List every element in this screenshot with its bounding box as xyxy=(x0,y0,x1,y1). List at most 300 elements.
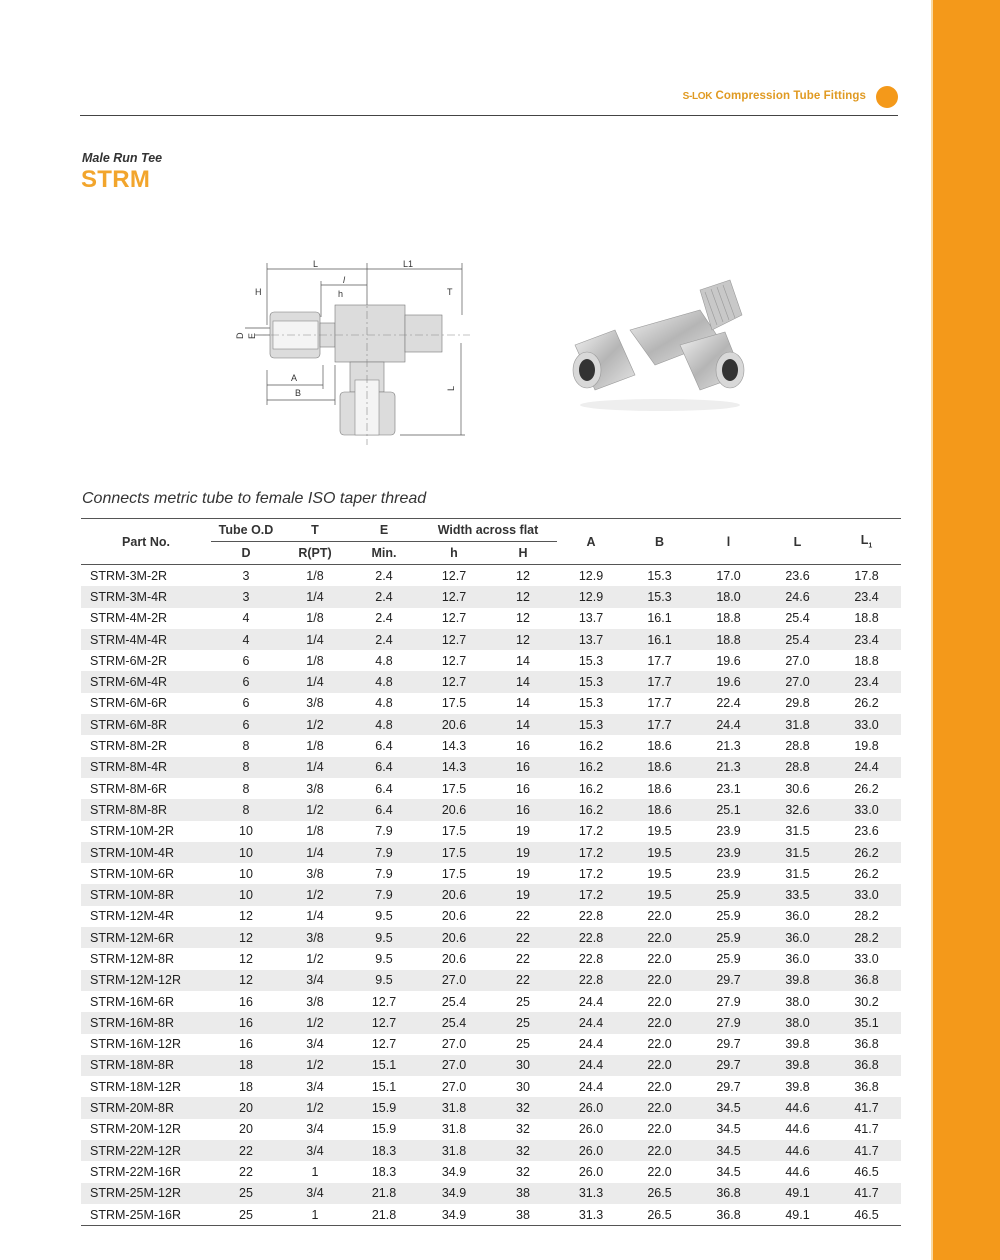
table-row xyxy=(81,1034,901,1055)
cell-dim-l-small: 25.9 xyxy=(694,927,763,948)
label-h: h xyxy=(338,289,344,299)
col-header-t: T xyxy=(281,519,349,542)
cell-thread-r-pt: 3/8 xyxy=(306,866,324,881)
cell-dim-l1: 35.1 xyxy=(832,1012,901,1033)
cell-dim-l: 38.0 xyxy=(785,994,810,1009)
cell-dim-a: 15.3 xyxy=(578,696,604,711)
label-D: D xyxy=(235,332,245,339)
section-name: Compression Tube Fittings xyxy=(715,90,866,102)
cell-dim-b: 22.0 xyxy=(647,994,672,1009)
cell-dim-l: 39.8 xyxy=(763,970,832,991)
cell-e-min: 9.5 xyxy=(349,970,419,991)
cell-dim-l1: 41.7 xyxy=(854,1122,879,1137)
cell-part-no: STRM-16M-6R xyxy=(90,994,175,1009)
table-row xyxy=(81,1055,901,1076)
table-row xyxy=(81,778,901,799)
cell-dim-a: 31.3 xyxy=(557,1204,625,1226)
cell-flat-h-large: 12 xyxy=(489,586,557,607)
col-header-tube-od: Tube O.D xyxy=(211,519,281,542)
cell-dim-l: 30.6 xyxy=(785,781,810,796)
cell-tube-od-d: 3 xyxy=(211,586,281,607)
cell-tube-od-d: 8 xyxy=(211,757,281,778)
cell-flat-h-large: 32 xyxy=(516,1164,530,1179)
cell-dim-a: 26.0 xyxy=(578,1164,604,1179)
cell-part-no: STRM-12M-12R xyxy=(81,970,211,991)
cell-flat-h-small: 17.5 xyxy=(441,824,467,839)
cell-dim-l-small: 25.9 xyxy=(694,884,763,905)
cell-flat-h-small: 34.9 xyxy=(419,1204,489,1226)
cell-e-min: 6.4 xyxy=(349,757,419,778)
cell-dim-l: 44.6 xyxy=(785,1122,810,1137)
cell-part-no: STRM-4M-4R xyxy=(81,629,211,650)
cell-dim-b: 15.3 xyxy=(625,586,694,607)
cell-dim-l: 31.5 xyxy=(785,866,810,881)
cell-part-no: STRM-10M-6R xyxy=(90,866,175,881)
cell-part-no: STRM-10M-2R xyxy=(90,824,175,839)
cell-thread-r-pt: 1/4 xyxy=(306,909,324,924)
cell-dim-l-small: 23.9 xyxy=(694,842,763,863)
col-header-l-small: l xyxy=(694,519,763,565)
cell-e-min: 18.3 xyxy=(349,1140,419,1161)
cell-thread-r-pt: 1/2 xyxy=(281,884,349,905)
cell-dim-l1: 41.7 xyxy=(832,1183,901,1204)
cell-tube-od-d: 3 xyxy=(242,568,250,583)
cell-dim-l1: 36.8 xyxy=(854,1079,879,1094)
table-row xyxy=(81,693,901,714)
cell-thread-r-pt: 3/8 xyxy=(306,994,324,1009)
cell-e-min: 4.8 xyxy=(375,653,393,668)
cell-dim-a: 16.2 xyxy=(557,799,625,820)
brand-name: S-LOK xyxy=(682,91,713,102)
cell-flat-h-large: 12 xyxy=(516,611,530,626)
cell-e-min: 4.8 xyxy=(349,714,419,735)
cell-dim-b: 22.0 xyxy=(647,1122,672,1137)
cell-tube-od-d: 8 xyxy=(242,781,250,796)
cell-flat-h-small: 12.7 xyxy=(419,629,489,650)
cell-dim-b: 19.5 xyxy=(647,824,672,839)
cell-flat-h-small: 12.7 xyxy=(441,653,467,668)
cell-dim-l: 44.6 xyxy=(763,1097,832,1118)
cell-e-min: 2.4 xyxy=(349,629,419,650)
cell-tube-od-d: 10 xyxy=(211,842,281,863)
cell-dim-a: 22.8 xyxy=(557,927,625,948)
cell-part-no: STRM-6M-6R xyxy=(90,696,168,711)
cell-dim-a: 22.8 xyxy=(578,951,604,966)
orange-side-bar xyxy=(931,0,1000,1260)
col-header-a: A xyxy=(557,519,625,565)
cell-e-min: 7.9 xyxy=(375,866,393,881)
cell-thread-r-pt: 1/8 xyxy=(306,611,324,626)
cell-e-min: 18.3 xyxy=(371,1164,397,1179)
table-row xyxy=(81,970,901,991)
cell-dim-l: 39.8 xyxy=(785,1037,810,1052)
cell-dim-l-small: 24.4 xyxy=(694,714,763,735)
cell-dim-a: 12.9 xyxy=(557,586,625,607)
cell-flat-h-large: 32 xyxy=(489,1097,557,1118)
cell-tube-od-d: 10 xyxy=(239,866,253,881)
cell-dim-b: 22.0 xyxy=(625,970,694,991)
cell-dim-a: 17.2 xyxy=(578,824,604,839)
cell-thread-r-pt: 1/2 xyxy=(281,1012,349,1033)
cell-tube-od-d: 18 xyxy=(211,1055,281,1076)
cell-dim-l-small: 34.5 xyxy=(694,1140,763,1161)
cell-dim-l1: 28.2 xyxy=(854,909,879,924)
cell-tube-od-d: 10 xyxy=(211,884,281,905)
cell-thread-r-pt: 1/4 xyxy=(281,757,349,778)
cell-e-min: 12.7 xyxy=(349,1012,419,1033)
table-row xyxy=(81,1119,901,1140)
cell-thread-r-pt: 1/8 xyxy=(306,568,324,583)
cell-thread-r-pt: 3/4 xyxy=(306,1079,324,1094)
cell-thread-r-pt: 3/4 xyxy=(281,1183,349,1204)
cell-part-no: STRM-16M-8R xyxy=(81,1012,211,1033)
cell-dim-l-small: 29.7 xyxy=(716,1079,741,1094)
cell-dim-a: 24.4 xyxy=(557,1055,625,1076)
cell-dim-a: 22.8 xyxy=(578,909,604,924)
cell-tube-od-d: 12 xyxy=(239,951,253,966)
cell-dim-a: 16.2 xyxy=(557,757,625,778)
cell-flat-h-large: 32 xyxy=(489,1140,557,1161)
cell-dim-a: 13.7 xyxy=(578,611,604,626)
cell-part-no: STRM-22M-12R xyxy=(81,1140,211,1161)
cell-flat-h-small: 34.9 xyxy=(419,1183,489,1204)
cell-flat-h-small: 27.0 xyxy=(441,1037,467,1052)
cell-thread-r-pt: 3/8 xyxy=(281,927,349,948)
cell-flat-h-large: 12 xyxy=(489,629,557,650)
cell-flat-h-small: 14.3 xyxy=(419,757,489,778)
cell-tube-od-d: 6 xyxy=(211,714,281,735)
cell-dim-a: 13.7 xyxy=(557,629,625,650)
cell-dim-b: 26.5 xyxy=(625,1204,694,1226)
cell-flat-h-small: 12.7 xyxy=(419,586,489,607)
cell-dim-a: 15.3 xyxy=(557,714,625,735)
cell-part-no: STRM-10M-8R xyxy=(81,884,211,905)
cell-dim-a: 24.4 xyxy=(578,994,604,1009)
cell-tube-od-d: 4 xyxy=(211,629,281,650)
cell-thread-r-pt: 3/4 xyxy=(281,970,349,991)
cell-e-min: 12.7 xyxy=(371,994,397,1009)
cell-e-min: 7.9 xyxy=(375,824,393,839)
cell-part-no: STRM-8M-6R xyxy=(90,781,168,796)
cell-part-no: STRM-10M-4R xyxy=(81,842,211,863)
cell-e-min: 2.4 xyxy=(349,586,419,607)
technical-drawing xyxy=(225,255,485,450)
cell-dim-l-small: 25.1 xyxy=(694,799,763,820)
label-L: L xyxy=(313,259,319,269)
cell-flat-h-small: 27.0 xyxy=(441,1079,467,1094)
cell-dim-l: 27.0 xyxy=(763,671,832,692)
cell-dim-l: 28.8 xyxy=(785,739,810,754)
cell-dim-a: 24.4 xyxy=(578,1079,604,1094)
cell-tube-od-d: 20 xyxy=(239,1122,253,1137)
cell-dim-l-small: 27.9 xyxy=(716,994,741,1009)
cell-dim-a: 26.0 xyxy=(557,1097,625,1118)
cell-tube-od-d: 4 xyxy=(242,611,250,626)
cell-dim-b: 22.0 xyxy=(647,1164,672,1179)
cell-dim-l: 44.6 xyxy=(763,1140,832,1161)
cell-dim-b: 22.0 xyxy=(647,1037,672,1052)
cell-dim-l1: 18.8 xyxy=(854,611,879,626)
cell-dim-l-small: 29.7 xyxy=(694,970,763,991)
cell-dim-a: 15.3 xyxy=(578,653,604,668)
cell-dim-b: 16.1 xyxy=(625,629,694,650)
cell-dim-l-small: 23.9 xyxy=(716,866,741,881)
cell-flat-h-large: 22 xyxy=(516,951,530,966)
col-header-l1 xyxy=(832,519,901,565)
cell-tube-od-d: 8 xyxy=(242,739,250,754)
cell-flat-h-large: 22 xyxy=(489,970,557,991)
cell-flat-h-large: 16 xyxy=(516,739,530,754)
cell-flat-h-large: 16 xyxy=(489,757,557,778)
cell-tube-od-d: 6 xyxy=(211,671,281,692)
cell-e-min: 6.4 xyxy=(375,781,393,796)
cell-e-min: 9.5 xyxy=(375,951,393,966)
cell-dim-a: 31.3 xyxy=(557,1183,625,1204)
cell-dim-l1: 23.6 xyxy=(854,824,879,839)
cell-dim-b: 18.6 xyxy=(647,781,672,796)
cell-dim-l-small: 19.6 xyxy=(716,653,741,668)
cell-tube-od-d: 16 xyxy=(239,1037,253,1052)
cell-dim-l-small: 29.7 xyxy=(716,1037,741,1052)
table-row xyxy=(81,1076,901,1097)
table-row xyxy=(81,799,901,820)
cell-thread-r-pt: 3/4 xyxy=(306,1037,324,1052)
cell-flat-h-small: 12.7 xyxy=(441,568,467,583)
cell-dim-l1: 36.8 xyxy=(832,970,901,991)
cell-dim-b: 19.5 xyxy=(625,842,694,863)
cell-dim-a: 15.3 xyxy=(557,671,625,692)
table-body xyxy=(81,565,901,1226)
table-row xyxy=(81,863,901,884)
cell-flat-h-large: 14 xyxy=(516,696,530,711)
cell-thread-r-pt: 1/4 xyxy=(281,586,349,607)
cell-dim-l-small: 23.1 xyxy=(716,781,741,796)
cell-part-no: STRM-3M-2R xyxy=(90,568,168,583)
cell-flat-h-large: 32 xyxy=(516,1122,530,1137)
cell-tube-od-d: 22 xyxy=(239,1164,253,1179)
cell-part-no: STRM-20M-12R xyxy=(90,1122,181,1137)
cell-dim-l1: 23.4 xyxy=(832,629,901,650)
cell-dim-a: 16.2 xyxy=(578,739,604,754)
col-header-part-no: Part No. xyxy=(81,519,211,565)
cell-flat-h-small: 27.0 xyxy=(419,1055,489,1076)
cell-tube-od-d: 20 xyxy=(211,1097,281,1118)
cell-e-min: 7.9 xyxy=(349,884,419,905)
catalog-section-title xyxy=(683,90,866,102)
cell-flat-h-large: 12 xyxy=(516,568,530,583)
cell-dim-l-small: 36.8 xyxy=(694,1204,763,1226)
cell-e-min: 9.5 xyxy=(349,927,419,948)
cell-part-no: STRM-25M-16R xyxy=(81,1204,211,1226)
cell-dim-l1: 28.2 xyxy=(832,927,901,948)
cell-tube-od-d: 12 xyxy=(239,909,253,924)
cell-thread-r-pt: 1/4 xyxy=(281,842,349,863)
col-header-e: E xyxy=(349,519,419,542)
cell-e-min: 6.4 xyxy=(349,799,419,820)
cell-e-min: 2.4 xyxy=(375,611,393,626)
cell-part-no: STRM-12M-6R xyxy=(81,927,211,948)
cell-dim-a: 17.2 xyxy=(557,884,625,905)
cell-thread-r-pt: 1/4 xyxy=(281,671,349,692)
cell-flat-h-small: 20.6 xyxy=(419,927,489,948)
cell-dim-b: 19.5 xyxy=(625,884,694,905)
cell-thread-r-pt: 1/2 xyxy=(306,951,324,966)
cell-dim-l-small: 19.6 xyxy=(694,671,763,692)
cell-tube-od-d: 16 xyxy=(239,994,253,1009)
table-caption: Connects metric tube to female ISO taper thread xyxy=(82,490,427,507)
cell-dim-l: 49.1 xyxy=(763,1183,832,1204)
cell-thread-r-pt: 3/8 xyxy=(306,781,324,796)
col-header-r-pt: R(PT) xyxy=(281,542,349,565)
table-row xyxy=(81,927,901,948)
label-B: B xyxy=(295,388,302,398)
cell-flat-h-small: 20.6 xyxy=(441,951,467,966)
cell-dim-l: 25.4 xyxy=(763,629,832,650)
cell-dim-b: 22.0 xyxy=(625,927,694,948)
cell-thread-r-pt: 1/2 xyxy=(281,799,349,820)
cell-flat-h-small: 25.4 xyxy=(441,994,467,1009)
col-header-d: D xyxy=(211,542,281,565)
cell-thread-r-pt: 1 xyxy=(281,1204,349,1226)
cell-e-min: 4.8 xyxy=(375,696,393,711)
cell-dim-l1: 33.0 xyxy=(854,951,879,966)
table-row xyxy=(81,1140,901,1161)
label-H: H xyxy=(255,287,262,297)
cell-dim-l-small: 34.5 xyxy=(694,1097,763,1118)
cell-part-no: STRM-6M-4R xyxy=(81,671,211,692)
cell-dim-l: 33.5 xyxy=(763,884,832,905)
cell-tube-od-d: 16 xyxy=(211,1012,281,1033)
cell-dim-l1: 26.2 xyxy=(854,866,879,881)
cell-tube-od-d: 6 xyxy=(242,653,250,668)
cell-dim-l1: 33.0 xyxy=(832,884,901,905)
table-row xyxy=(81,1161,901,1182)
cell-part-no: STRM-16M-12R xyxy=(90,1037,181,1052)
col-header-h-small: h xyxy=(419,542,489,565)
cell-dim-l-small: 25.9 xyxy=(716,951,741,966)
cell-part-no: STRM-8M-2R xyxy=(90,739,168,754)
cell-flat-h-small: 34.9 xyxy=(441,1164,467,1179)
cell-dim-b: 16.1 xyxy=(647,611,672,626)
cell-dim-b: 17.7 xyxy=(647,653,672,668)
cell-dim-a: 16.2 xyxy=(578,781,604,796)
cell-flat-h-large: 30 xyxy=(489,1055,557,1076)
cell-flat-h-large: 14 xyxy=(516,653,530,668)
cell-e-min: 7.9 xyxy=(349,842,419,863)
cell-dim-l1: 30.2 xyxy=(854,994,879,1009)
table-row xyxy=(81,735,901,756)
table-row xyxy=(81,565,901,587)
cell-dim-l1: 18.8 xyxy=(854,653,879,668)
table-row xyxy=(81,991,901,1012)
cell-dim-l1: 36.8 xyxy=(854,1037,879,1052)
cell-dim-l1: 26.2 xyxy=(832,842,901,863)
header-divider xyxy=(80,115,898,116)
label-l: l xyxy=(343,275,345,285)
cell-dim-l: 49.1 xyxy=(763,1204,832,1226)
cell-dim-b: 18.6 xyxy=(625,799,694,820)
cell-flat-h-small: 31.8 xyxy=(419,1097,489,1118)
cell-dim-l-small: 27.9 xyxy=(694,1012,763,1033)
cell-dim-b: 22.0 xyxy=(625,1012,694,1033)
cell-e-min: 15.1 xyxy=(371,1079,397,1094)
table-row xyxy=(81,821,901,842)
cell-tube-od-d: 25 xyxy=(211,1204,281,1226)
cell-dim-l-small: 34.5 xyxy=(716,1164,741,1179)
label-L-vertical: L xyxy=(446,385,456,391)
cell-dim-l: 36.0 xyxy=(785,909,810,924)
cell-part-no: STRM-4M-2R xyxy=(90,611,168,626)
cell-thread-r-pt: 1/2 xyxy=(281,1097,349,1118)
label-L1: L1 xyxy=(403,259,414,269)
cell-part-no: STRM-6M-2R xyxy=(90,653,168,668)
cell-e-min: 4.8 xyxy=(349,671,419,692)
cell-dim-l: 31.8 xyxy=(763,714,832,735)
cell-flat-h-large: 30 xyxy=(516,1079,530,1094)
cell-part-no: STRM-18M-12R xyxy=(90,1079,181,1094)
cell-dim-a: 22.8 xyxy=(557,970,625,991)
cell-tube-od-d: 22 xyxy=(211,1140,281,1161)
cell-flat-h-small: 12.7 xyxy=(419,671,489,692)
cell-thread-r-pt: 1 xyxy=(311,1164,319,1179)
cell-thread-r-pt: 1/2 xyxy=(281,1055,349,1076)
cell-dim-l: 31.5 xyxy=(763,842,832,863)
cell-dim-l1: 46.5 xyxy=(832,1204,901,1226)
cell-flat-h-small: 20.6 xyxy=(419,884,489,905)
cell-flat-h-small: 17.5 xyxy=(441,781,467,796)
cell-dim-l1: 26.2 xyxy=(854,781,879,796)
cell-dim-b: 22.0 xyxy=(625,1140,694,1161)
label-E: E xyxy=(247,332,257,339)
cell-flat-h-small: 12.7 xyxy=(441,611,467,626)
cell-dim-l1: 46.5 xyxy=(854,1164,879,1179)
cell-flat-h-large: 38 xyxy=(489,1183,557,1204)
cell-dim-l-small: 34.5 xyxy=(716,1122,741,1137)
cell-flat-h-small: 17.5 xyxy=(419,842,489,863)
cell-dim-l1: 23.4 xyxy=(832,586,901,607)
cell-dim-a: 17.2 xyxy=(557,842,625,863)
cell-dim-b: 18.6 xyxy=(647,739,672,754)
cell-flat-h-small: 25.4 xyxy=(419,1012,489,1033)
table-row xyxy=(81,714,901,735)
cell-tube-od-d: 12 xyxy=(211,927,281,948)
table-row xyxy=(81,629,901,650)
cell-dim-l: 28.8 xyxy=(763,757,832,778)
cell-part-no: STRM-20M-8R xyxy=(81,1097,211,1118)
cell-flat-h-large: 16 xyxy=(489,799,557,820)
cell-dim-a: 26.0 xyxy=(578,1122,604,1137)
cell-dim-a: 12.9 xyxy=(578,568,604,583)
table-row xyxy=(81,650,901,671)
cell-dim-l: 38.0 xyxy=(763,1012,832,1033)
cell-flat-h-small: 31.8 xyxy=(441,1122,467,1137)
cell-flat-h-small: 14.3 xyxy=(441,739,467,754)
cell-dim-l-small: 36.8 xyxy=(694,1183,763,1204)
cell-dim-l: 39.8 xyxy=(785,1079,810,1094)
col-header-h-large: H xyxy=(489,542,557,565)
cell-part-no: STRM-12M-8R xyxy=(90,951,175,966)
product-subtitle: Male Run Tee xyxy=(82,151,163,165)
cell-dim-l-small: 21.3 xyxy=(716,739,741,754)
table-row xyxy=(81,608,901,629)
cell-flat-h-large: 19 xyxy=(516,866,530,881)
cell-thread-r-pt: 1/2 xyxy=(281,714,349,735)
cell-dim-l1: 24.4 xyxy=(832,757,901,778)
cell-e-min: 15.1 xyxy=(349,1055,419,1076)
cell-dim-l1: 33.0 xyxy=(832,714,901,735)
cell-flat-h-small: 20.6 xyxy=(419,799,489,820)
product-code: STRM xyxy=(81,166,151,193)
